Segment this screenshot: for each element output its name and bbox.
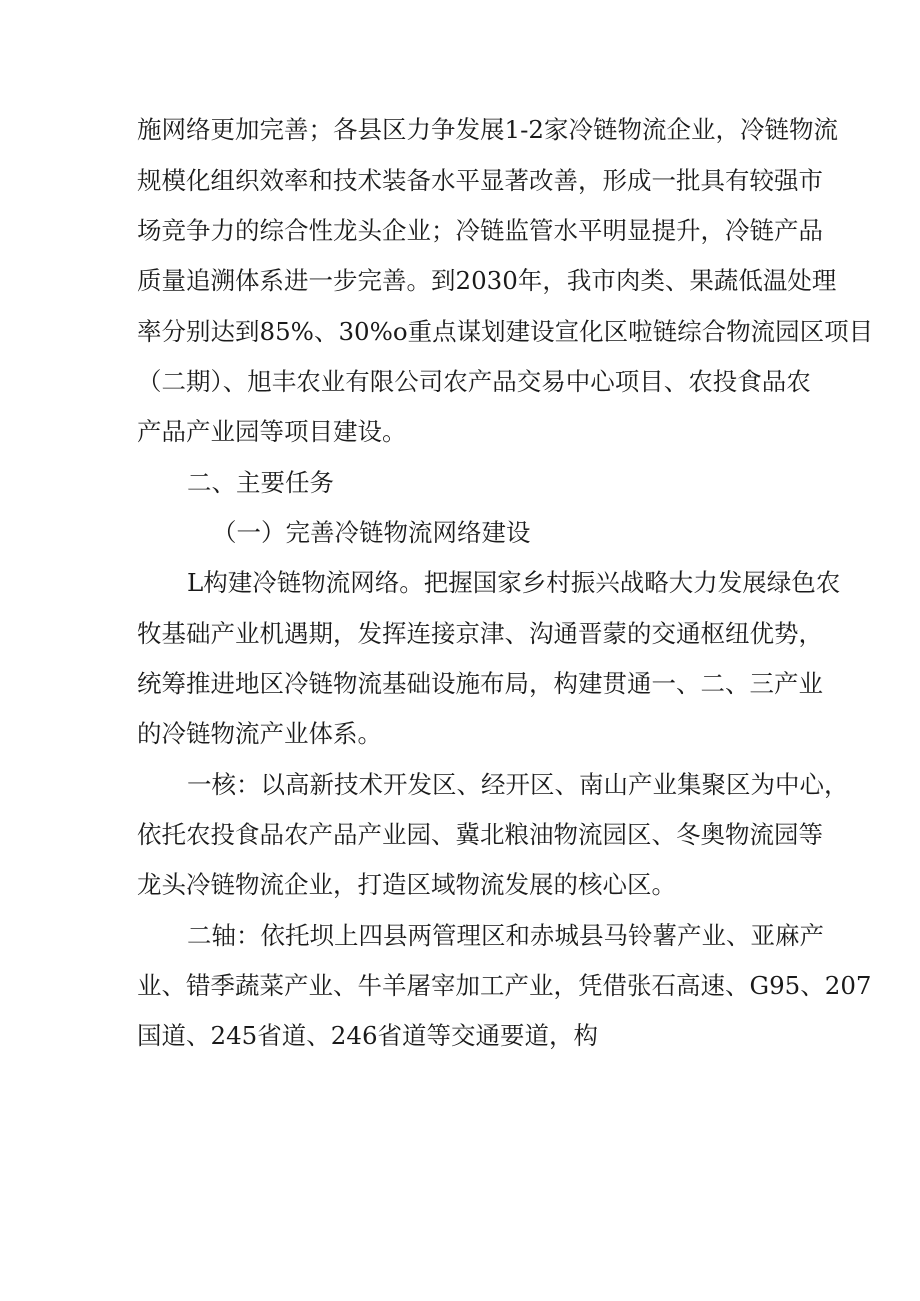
body-text-line: 率分别达到85%、30%o重点谋划建设宣化区啦链综合物流园区项目 — [137, 317, 874, 346]
body-text-line: 二轴：依托坝上四县两管理区和赤城县马铃薯产业、亚麻产 — [187, 921, 824, 950]
body-text-line: 质量追溯体系进一步完善。到2030年，我市肉类、果蔬低温处理 — [137, 266, 837, 295]
body-text-line: （二期）、旭丰农业有限公司农产品交易中心项目、农投食品农 — [137, 367, 811, 396]
body-text-line: 产品产业园等项目建设。 — [137, 417, 407, 446]
body-text-line: 场竞争力的综合性龙头企业；冷链监管水平明显提升，冷链产品 — [137, 216, 823, 245]
body-text-line: L构建冷链物流网络。把握国家乡村振兴战略大力发展绿色农 — [187, 568, 841, 597]
body-text-line: 龙头冷链物流企业，打造区域物流发展的核心区。 — [137, 870, 676, 899]
body-text-line: 施网络更加完善；各县区力争发展1-2家冷链物流企业，冷链物流 — [137, 115, 838, 144]
body-text-line: 的冷链物流产业体系。 — [137, 719, 382, 748]
section-heading: 二、主要任务 — [187, 468, 334, 497]
body-text-line: 依托农投食品农产品产业园、冀北粮油物流园区、冬奥物流园等 — [137, 820, 823, 849]
subsection-heading: （一）完善冷链物流网络建设 — [212, 518, 531, 547]
body-text-line: 一核：以高新技术开发区、经开区、南山产业集聚区为中心， — [187, 770, 849, 799]
body-text-line: 统筹推进地区冷链物流基础设施布局，构建贯通一、二、三产业 — [137, 669, 823, 698]
body-text-line: 牧基础产业机遇期，发挥连接京津、沟通晋蒙的交通枢纽优势， — [137, 619, 823, 648]
body-text-line: 规模化组织效率和技术装备水平显著改善，形成一批具有较强市 — [137, 166, 823, 195]
body-text-line: 业、错季蔬菜产业、牛羊屠宰加工产业，凭借张石高速、G95、207 — [137, 971, 872, 1000]
body-text-line: 国道、245省道、246省道等交通要道，构 — [137, 1021, 599, 1050]
